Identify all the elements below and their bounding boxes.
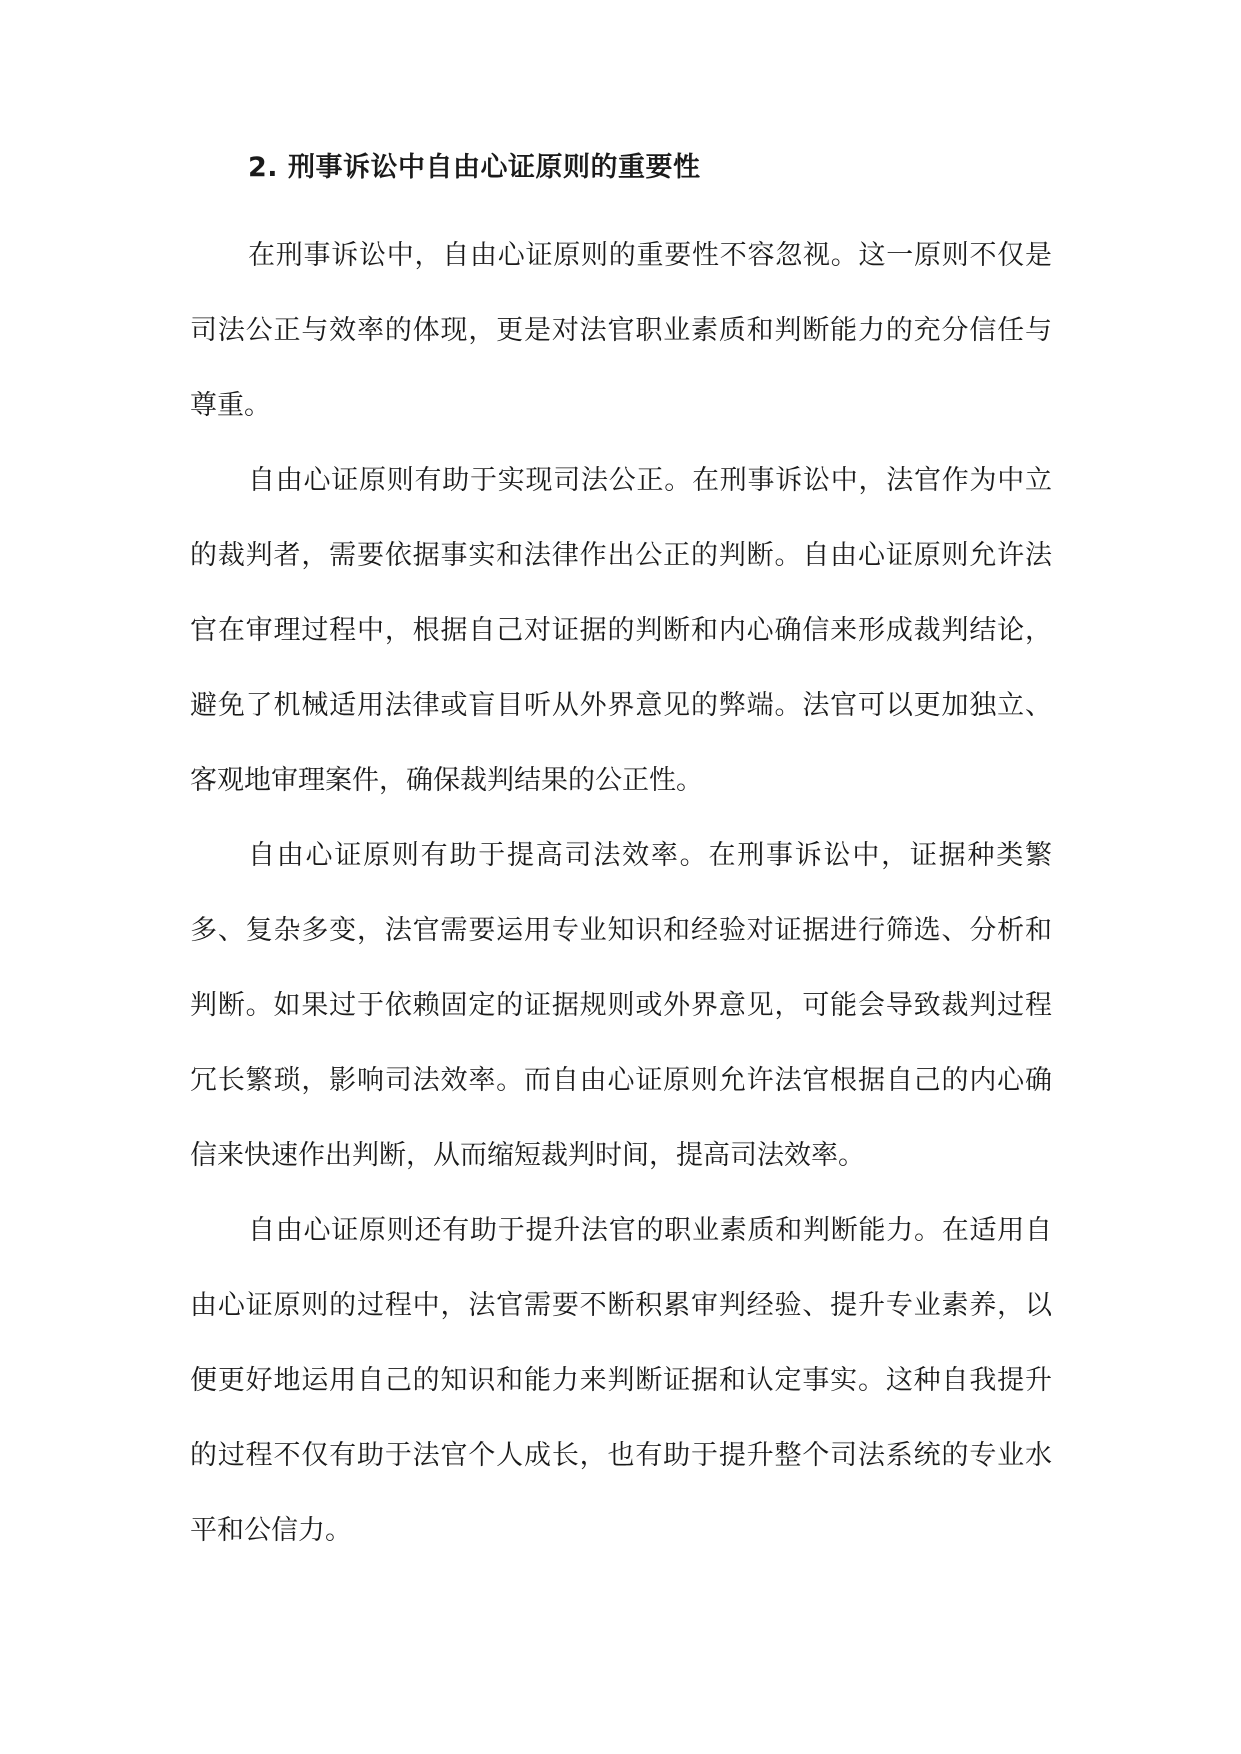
paragraph-1: 在刑事诉讼中，自由心证原则的重要性不容忽视。这一原则不仅是司法公正与效率的体现，更是对法官职业素质和判断能力的充分信任与尊重。	[190, 240, 1052, 421]
paragraph-3: 自由心证原则有助于提高司法效率。在刑事诉讼中，证据种类繁多、复杂多变，法官需要运用专业知识和经验对证据进行筛选、分析和判断。如果过于依赖固定的证据规则或外界意见，可能会导致裁判过程冗长繁琐，影响司法效率。而自由心证原则允许法官根据自己的内心确信来快速作出判断，从而缩短裁判时间，提高司法效率。	[190, 840, 1052, 1171]
body-text	[190, 218, 1052, 1568]
paragraph-2: 自由心证原则有助于实现司法公正。在刑事诉讼中，法官作为中立的裁判者，需要依据事实和法律作出公正的判断。自由心证原则允许法官在审理过程中，根据自己对证据的判断和内心确信来形成裁判结论，避免了机械适用法律或盲目听从外界意见的弊端。法官可以更加独立、客观地审理案件，确保裁判结果的公正性。	[190, 465, 1052, 796]
paragraph-4: 自由心证原则还有助于提升法官的职业素质和判断能力。在适用自由心证原则的过程中，法官需要不断积累审判经验、提升专业素养，以便更好地运用自己的知识和能力来判断证据和认定事实。这种自我提升的过程不仅有助于法官个人成长，也有助于提升整个司法系统的专业水平和公信力。	[190, 1215, 1052, 1546]
section-heading: 2. 刑事诉讼中自由心证原则的重要性	[248, 152, 701, 183]
